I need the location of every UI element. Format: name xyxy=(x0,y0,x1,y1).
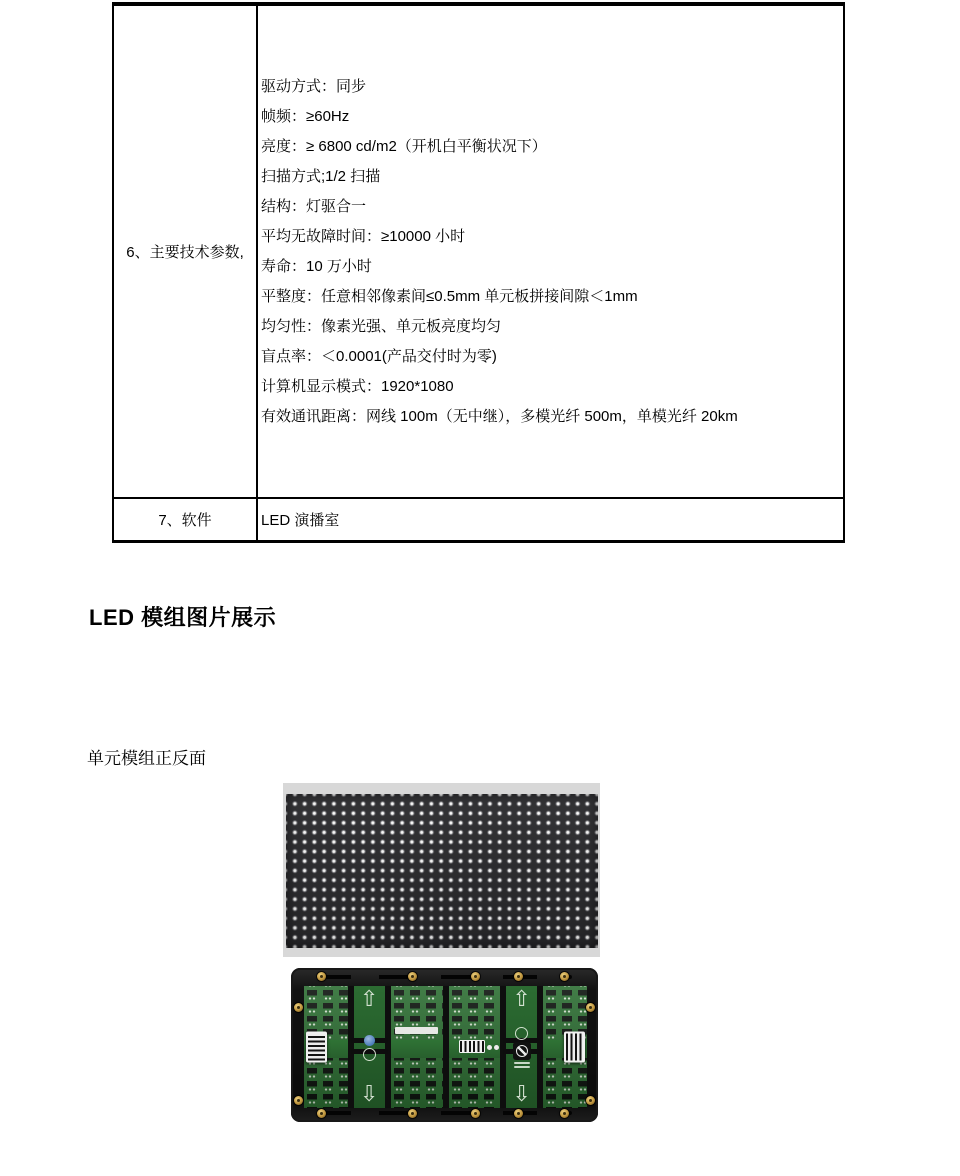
round-stamp-icon xyxy=(363,1048,376,1061)
pcb-column-symbols xyxy=(354,986,385,1108)
screw-icon xyxy=(317,972,326,981)
round-stamp-icon xyxy=(515,1027,528,1040)
spec-param-line: 平整度：任意相邻像素间≤0.5mm 单元板拼接间隙＜1mm xyxy=(261,287,638,305)
caption-front-back: 单元模组正反面 xyxy=(87,749,206,768)
spec-param-line: 结构：灯驱合一 xyxy=(261,197,367,215)
label-strip xyxy=(395,1027,439,1034)
screw-icon xyxy=(294,1003,303,1012)
up-arrow-icon: ⇧ xyxy=(360,987,379,1012)
spec-row7-label: 7、软件 xyxy=(114,499,258,540)
screw-icon xyxy=(586,1003,595,1012)
spec-param-line: 驱动方式：同步 xyxy=(261,77,367,95)
table-row xyxy=(114,6,843,499)
spec-row6-values xyxy=(258,6,843,497)
spec-row6-label: 6、主要技术参数, xyxy=(114,6,258,497)
table-row xyxy=(114,499,843,540)
spec-param-line: 平均无故障时间：≥10000 小时 xyxy=(261,227,466,245)
blue-sticker-icon xyxy=(364,1035,375,1046)
screw-icon xyxy=(471,972,480,981)
silkscreen-text-line xyxy=(514,1066,530,1068)
ribbon-connector-icon xyxy=(564,1032,585,1063)
spec-param-line: 计算机显示模式：1920*1080 xyxy=(261,377,454,395)
pcb-column-chips xyxy=(391,986,443,1108)
screw-icon xyxy=(294,1096,303,1105)
silkscreen-marks xyxy=(363,1035,376,1061)
spec-row7-value: LED 演播室 xyxy=(261,512,340,529)
screw-icon xyxy=(317,1109,326,1118)
down-arrow-icon: ⇩ xyxy=(360,1082,379,1107)
up-arrow-icon: ⇧ xyxy=(512,987,531,1012)
screw-icon xyxy=(514,972,523,981)
screw-icon xyxy=(560,972,569,981)
screw-icon xyxy=(408,1109,417,1118)
down-arrow-icon: ⇩ xyxy=(512,1082,531,1107)
pcb-column-chips xyxy=(304,986,348,1108)
spec-param-line: 扫描方式;1/2 扫描 xyxy=(261,167,381,185)
led-dot-matrix-panel xyxy=(286,794,598,948)
screw-icon xyxy=(560,1109,569,1118)
screw-icon xyxy=(514,1109,523,1118)
section-heading: LED 模组图片展示 xyxy=(89,605,277,630)
screw-icon xyxy=(586,1096,595,1105)
pcb-column-chips xyxy=(449,986,501,1108)
spec-param-line: 亮度：≥ 6800 cd/m2（开机白平衡状况下） xyxy=(261,137,547,155)
prohibition-sign-icon xyxy=(513,1042,531,1060)
pcb-column-chips xyxy=(543,986,587,1108)
frame-slot-bottom xyxy=(317,1111,572,1115)
spec-param-line: 帧频：≥60Hz xyxy=(261,107,350,125)
spec-param-line: 寿命：10 万小时 xyxy=(261,257,372,275)
spec-table xyxy=(112,2,845,543)
screw-icon xyxy=(471,1109,480,1118)
led-module-front-photo xyxy=(283,783,600,957)
ribbon-connector-icon xyxy=(306,1032,327,1063)
pcb-column-symbols xyxy=(506,986,537,1108)
silkscreen-text-line xyxy=(514,1062,530,1064)
pcb-area xyxy=(304,986,587,1108)
silkscreen-marks xyxy=(513,1027,531,1068)
solder-pad xyxy=(494,1045,499,1050)
led-module-back-photo xyxy=(291,968,598,1122)
dip-switch-icon xyxy=(459,1040,485,1053)
spec-param-line: 有效通讯距离：网线 100m（无中继），多模光纤 500m，单模光纤 20km xyxy=(261,407,738,425)
spec-param-line: 盲点率：＜0.0001(产品交付时为零) xyxy=(261,347,497,365)
screw-icon xyxy=(408,972,417,981)
spec-param-line: 均匀性：像素光强、单元板亮度均匀 xyxy=(261,317,502,335)
frame-slot-top xyxy=(317,975,572,979)
solder-pad xyxy=(487,1045,492,1050)
